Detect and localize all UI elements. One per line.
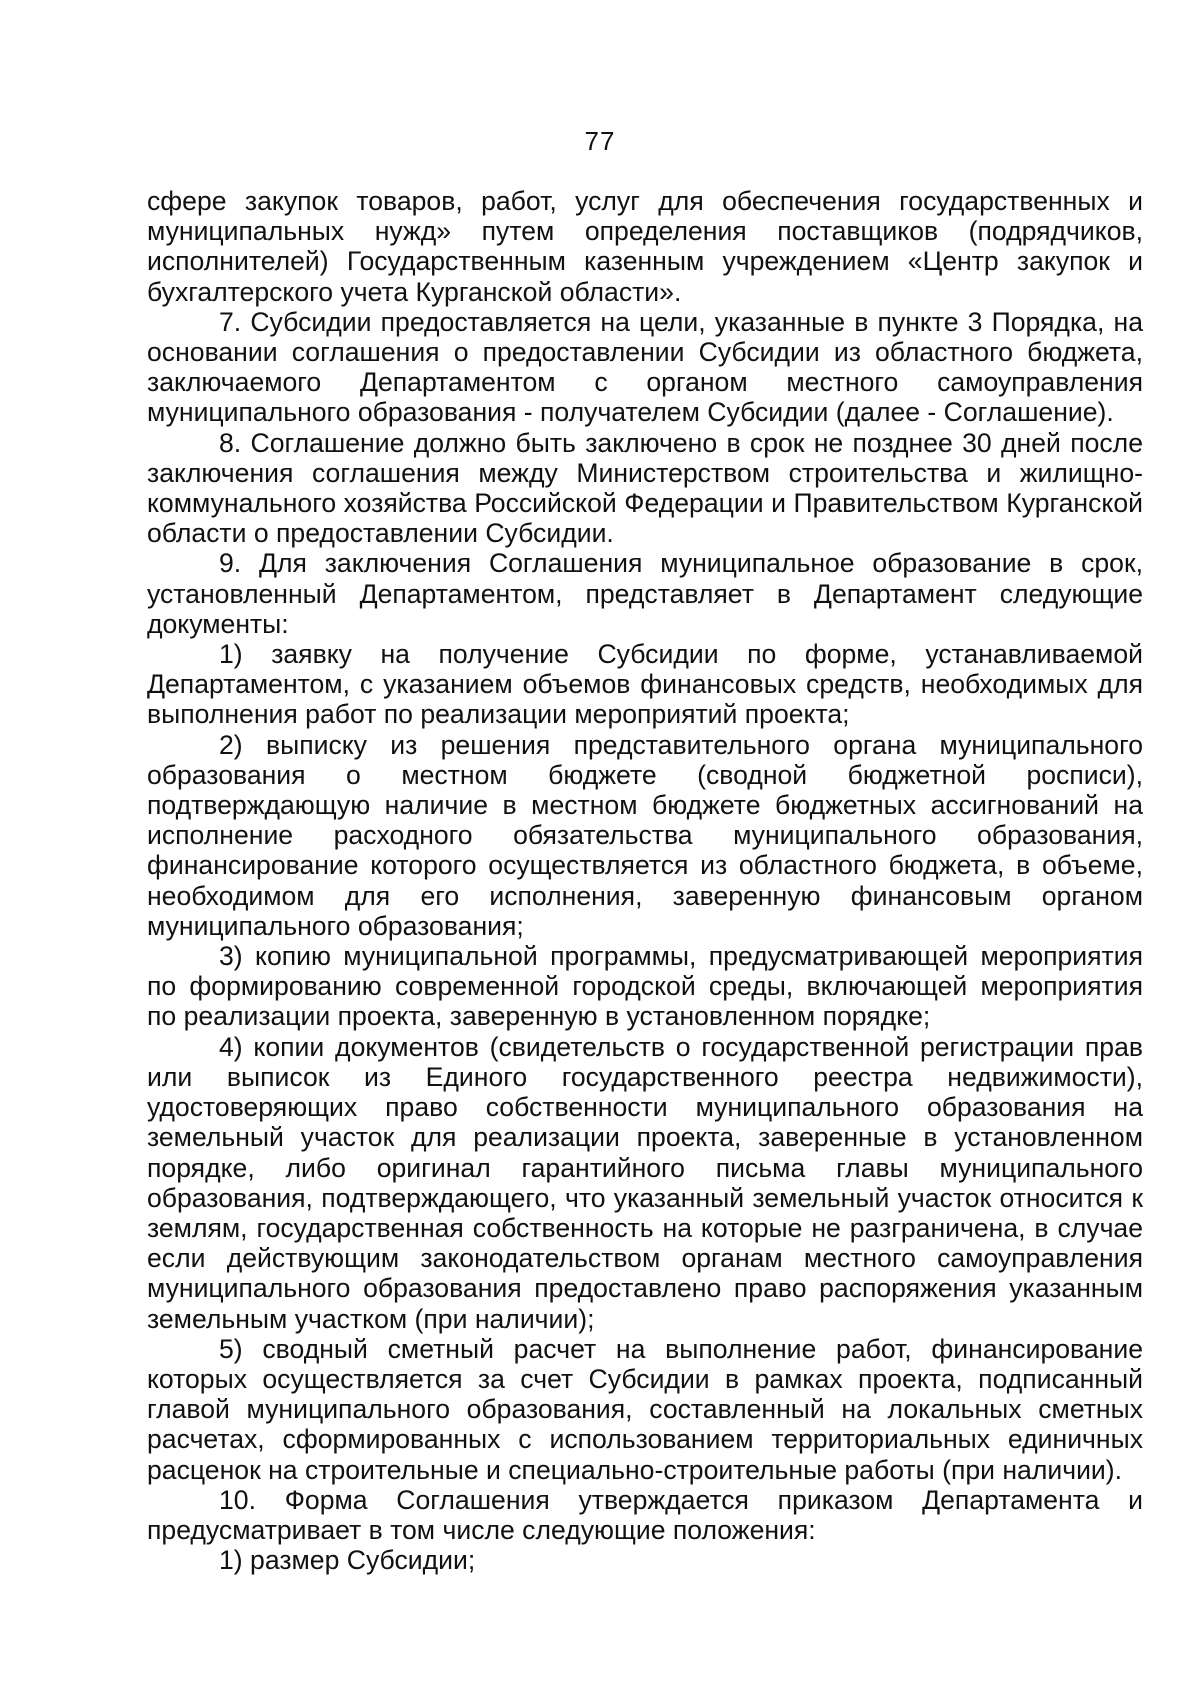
paragraph-item-8: 8. Соглашение должно быть заключено в срок не позднее 30 дней после заключения соглашения между Министерством строительства и жилищно-коммунального хозяйства Российской Федерации и Правительством Курганской области о предоставлении Субсидии.: [147, 427, 1143, 549]
paragraph-item-9: 9. Для заключения Соглашения муниципальное образование в срок, установленный Департаментом, представляет в Департамент следующие документы:: [147, 548, 1143, 639]
page-number: 77: [584, 126, 616, 156]
paragraph-item-10: 10. Форма Соглашения утверждается приказом Департамента и предусматривает в том числе следующие положения:: [147, 1484, 1143, 1545]
list-item-9-1: 1) заявку на получение Субсидии по форме, устанавливаемой Департаментом, с указанием объемов финансовых средств, необходимых для выполнения работ по реализации мероприятий проекта;: [147, 639, 1143, 730]
list-item-9-2: 2) выписку из решения представительного органа муниципального образования о местном бюджете (сводной бюджетной росписи), подтверждающую наличие в местном бюджете бюджетных ассигнований на исполнение расходного обязательства муниципального образования, финансирование которого осуществляется из областного бюджета, в объеме, необходимом для его исполнения, заверенную финансовым органом муниципального образования;: [147, 729, 1143, 941]
paragraph-continuation: сфере закупок товаров, работ, услуг для обеспечения государственных и муниципальных нужд» путем определения поставщиков (подрядчиков, исполнителей) Государственным казенным учреждением «Центр закупок и бухгалтерского учета Курганской области».: [147, 186, 1143, 307]
paragraph-item-7: 7. Субсидии предоставляется на цели, указанные в пункте 3 Порядка, на основании соглашения о предоставлении Субсидии из областного бюджета, заключаемого Департаментом с органом местного самоуправления муниципального образования - получателем Субсидии (далее - Соглашение).: [147, 306, 1143, 428]
list-item-10-1: 1) размер Субсидии;: [219, 1545, 476, 1576]
document-body: [147, 186, 1143, 1575]
list-item-9-4: 4) копии документов (свидетельств о государственной регистрации прав или выписок из Единого государственного реестра недвижимости), удостоверяющих право собственности муниципального образования на земельный участок для реализации проекта, заверенные в установленном порядке, либо оригинал гарантийного письма главы муниципального образования, подтверждающего, что указанный земельный участок относится к землям, государственная собственность на которые не разграничена, в случае если действующим законодательством органам местного самоуправления муниципального образования предоставлено право распоряжения указанным земельным участком (при наличии);: [147, 1031, 1143, 1334]
list-item-9-3: 3) копию муниципальной программы, предусматривающей мероприятия по формированию современной городской среды, включающей мероприятия по реализации проекта, заверенную в установленном порядке;: [147, 941, 1143, 1032]
list-item-9-5: 5) сводный сметный расчет на выполнение работ, финансирование которых осуществляется за счет Субсидии в рамках проекта, подписанный главой муниципального образования, составленный на локальных сметных расчетах, сформированных с использованием территориальных единичных расценок на строительные и специально-строительные работы (при наличии).: [147, 1333, 1143, 1485]
